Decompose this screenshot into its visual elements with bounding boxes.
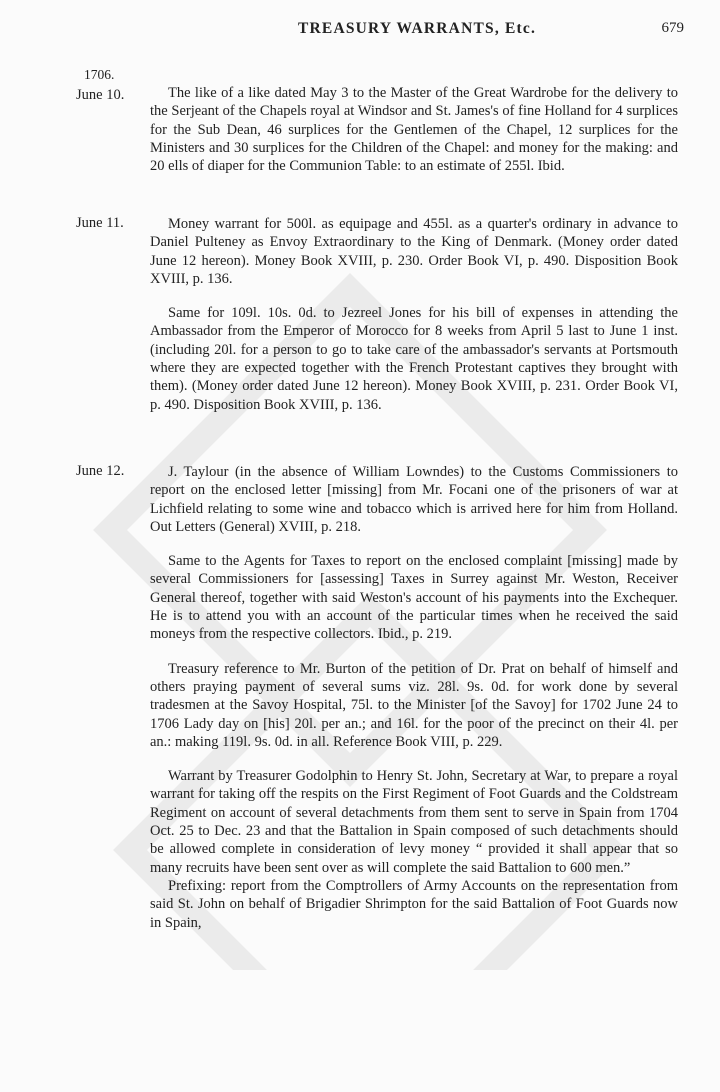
entry-paragraph: Same for 109l. 10s. 0d. to Jezreel Jones for his bill of expenses in attending the Ambassador from the Emperor of Morocco for 8 weeks from April 5 last to June 1 inst. (including 20l. for a person to go to take care of the ambassador's servants at Portsmouth where they are expected together with the French Protestant captives they brought with them). (Money order dated June 12 hereon). Money Book XVIII, p. 231. Order Book VI, p. 490. Disposition Book XVIII, p. 136.	[150, 305, 678, 413]
entry-paragraph: Prefixing: report from the Comptrollers of Army Accounts on the representation from said St. John on behalf of Brigadier Shrimpton for the said Battalion of Foot Guards now in Spain,	[150, 877, 678, 931]
entry-date: June 12.	[76, 463, 125, 479]
entry-paragraph: Same to the Agents for Taxes to report on the enclosed complaint [missing] made by several Commissioners for [assessing] Taxes in Surrey against Mr. Weston, Receiver General thereof, together with said Weston's account of his payments into the Exchequer. He is to attend you with an account of the particular times when he received the said moneys from the respective collectors. Ibid., p. 219.	[150, 553, 678, 643]
entry-june-11	[76, 215, 678, 414]
header-title: TREASURY WARRANTS, Etc.	[297, 20, 537, 37]
entry-paragraph: Treasury reference to Mr. Burton of the petition of Dr. Prat on behalf of himself and others praying payment of several sums viz. 28l. 9s. 0d. for work done by several tradesmen at the Savoy Hospital, 75l. to the Minister [of the Savoy] for 1702 June 24 to 1706 Lady day on [his] 20l. per an.; and 16l. for the poor of the precinct on their 4l. per an.: making 119l. 9s. 0d. in all. Reference Book VIII, p. 229.	[150, 660, 678, 750]
running-header	[150, 20, 684, 44]
entry-paragraph: J. Taylour (in the absence of William Lowndes) to the Customs Commissioners to report on the enclosed letter [missing] from Mr. Focani one of the prisoners of war at Lichfield relating to some wine and tobacco which is arrived here for him from Holland. Out Letters (General) XVIII, p. 218.	[150, 464, 678, 535]
entry-date: June 11.	[76, 215, 124, 231]
year-marker: 1706.	[84, 67, 115, 82]
entry-paragraph: Warrant by Treasurer Godolphin to Henry St. John, Secretary at War, to prepare a royal warrant for taking off the respits on the First Regiment of Foot Guards and the Coldstream Regiment on account of several detachments from them sent to serve in Spain from 1704 Oct. 25 to Dec. 23 and that the Battalion in Spain composed of such detachments should be allowed complete in consideration of levy money “ provided it shall appear that so many recruits have been sent over as will complete the said Battalion to 600 men.”	[150, 768, 678, 876]
entry-paragraph: Money warrant for 500l. as equipage and 455l. as a quarter's ordinary in advance to Daniel Pulteney as Envoy Extraordinary to the King of Denmark. (Money order dated June 12 hereon). Money Book XVIII, p. 230. Order Book VI, p. 490. Disposition Book XVIII, p. 136.	[150, 216, 678, 287]
entry-paragraph: The like of a like dated May 3 to the Master of the Great Wardrobe for the delivery to the Serjeant of the Chapels royal at Windsor and St. James's of fine Holland for 4 surplices for the Sub Dean, 46 surplices for the Gentlemen of the Chapel, 12 surplices for the Ministers and 30 surplices for the Children of the Chapel: and money for the making: and 20 ells of diaper for the Communion Table: to an estimate of 255l. Ibid.	[150, 85, 678, 175]
entry-june-12	[76, 463, 678, 932]
entry-date: June 10.	[76, 87, 125, 103]
page-number: 679	[661, 20, 684, 36]
